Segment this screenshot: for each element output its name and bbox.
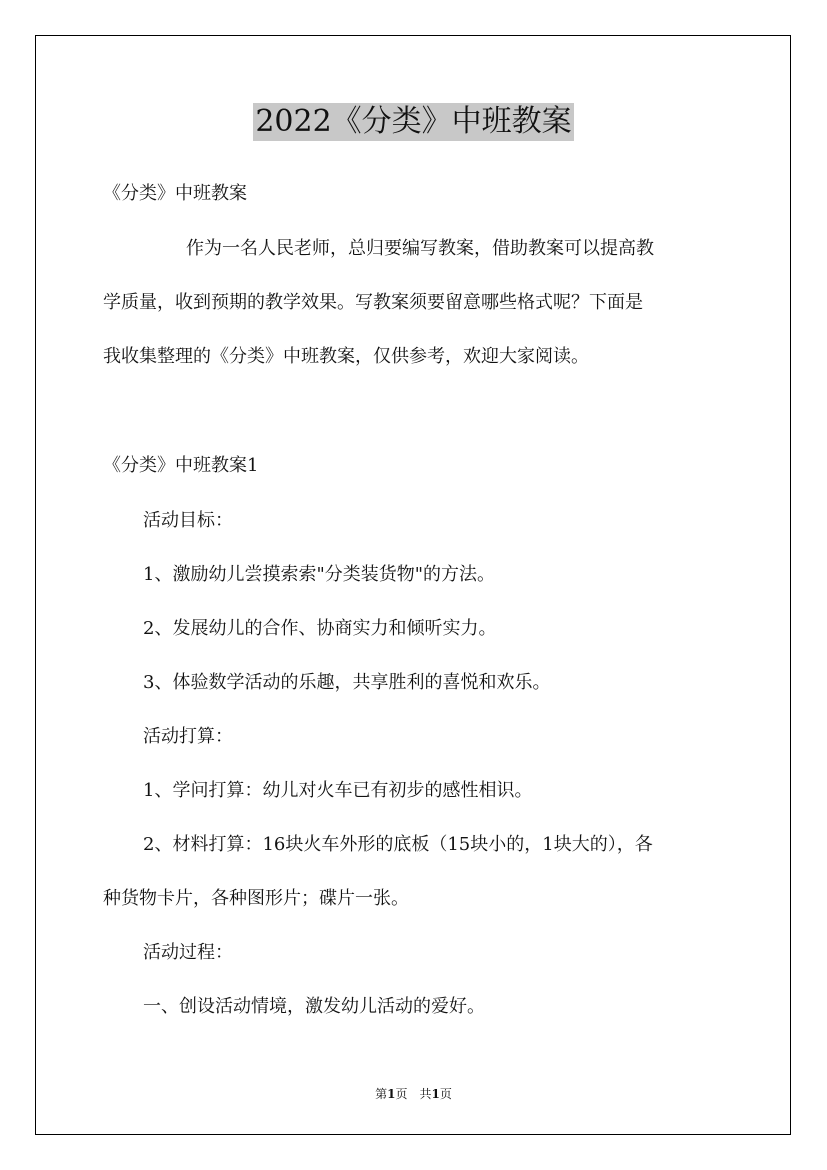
body-line-2: 1、激励幼儿尝摸索索"分类装货物"的方法。 [143, 564, 496, 585]
body-line-6: 1、学问打算：幼儿对火车已有初步的感性相识。 [143, 780, 533, 801]
body-line-10: 一、创设活动情境，激发幼儿活动的爱好。 [143, 996, 485, 1017]
intro-line-1: 作为一名人民老师，总归要编写教案，借助教案可以提高教 [186, 238, 654, 259]
footer-page-number: 1 [387, 1087, 396, 1101]
body-line-3: 2、发展幼儿的合作、协商实力和倾听实力。 [143, 618, 497, 639]
section-heading: 《分类》中班教案1 [103, 455, 259, 476]
document-title: 2022《分类》中班教案 [255, 104, 572, 139]
body-line-1: 活动目标： [143, 510, 233, 531]
intro-line-2: 学质量，收到预期的教学效果。写教案须要留意哪些格式呢？下面是 [103, 292, 643, 313]
body-line-5: 活动打算： [143, 726, 233, 747]
body-line-4: 3、体验数学活动的乐趣，共享胜利的喜悦和欢乐。 [143, 672, 551, 693]
body-line-7: 2、材料打算：16块火车外形的底板（15块小的，1块大的），各 [143, 834, 653, 855]
body-line-8: 种货物卡片，各种图形片；碟片一张。 [103, 888, 409, 909]
subtitle: 《分类》中班教案 [103, 183, 247, 204]
footer-page-total: 1 [431, 1087, 440, 1101]
footer-prefix: 第 [375, 1087, 388, 1101]
body-line-9: 活动过程： [143, 942, 233, 963]
footer-mid: 页 共 [395, 1087, 432, 1101]
page-footer [0, 1085, 827, 1102]
footer-suffix: 页 [439, 1087, 452, 1101]
intro-line-3: 我收集整理的《分类》中班教案，仅供参考，欢迎大家阅读。 [103, 346, 589, 367]
title-container [0, 103, 827, 141]
